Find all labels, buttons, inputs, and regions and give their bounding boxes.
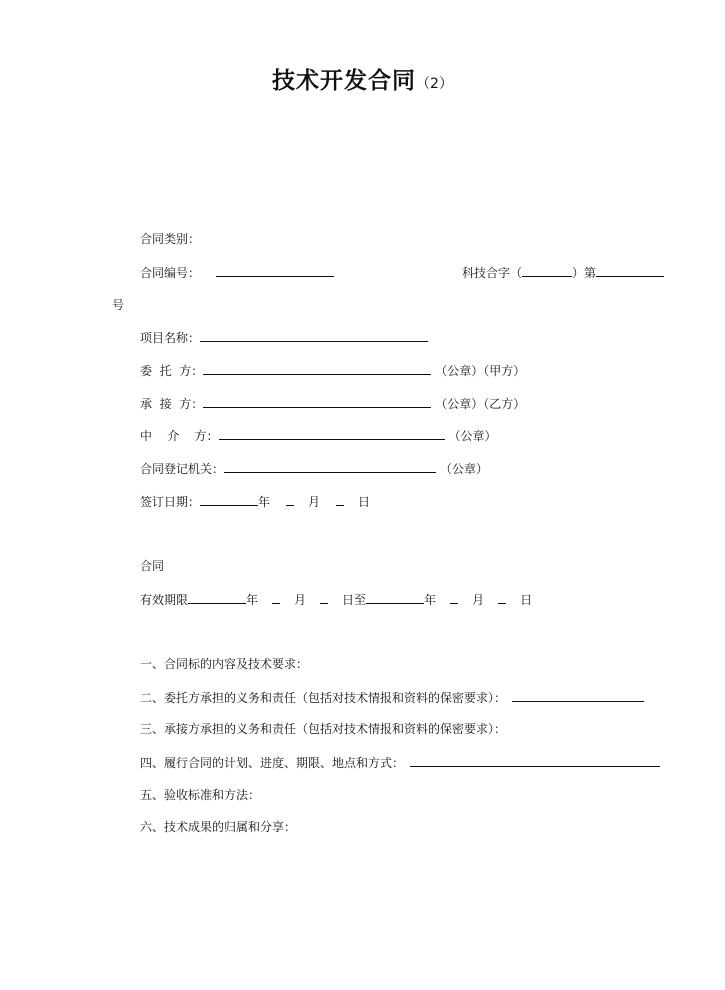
section-4-text: 四、履行合同的计划、进度、期限、地点和方式： (140, 756, 405, 770)
contract-row (140, 557, 164, 575)
document-title (0, 62, 725, 95)
tech-contract-prefix: 科技合字（ (462, 266, 523, 280)
valid-from-year-unit: 年 (246, 593, 259, 607)
validity-row (140, 590, 532, 608)
registrar-label: 合同登记机关： (140, 462, 225, 476)
tech-contract-number-row (462, 263, 664, 281)
client-label: 委 托 方： (140, 364, 204, 378)
project-name-field[interactable] (200, 328, 428, 342)
sign-day-unit: 日 (358, 495, 371, 509)
sign-year-unit: 年 (258, 495, 271, 509)
valid-to-year-field[interactable] (366, 590, 424, 604)
section-5 (140, 786, 260, 804)
tech-contract-year-field[interactable] (522, 263, 572, 277)
section-5-text: 五、验收标准和方法： (140, 788, 261, 802)
sign-date-label: 签订日期： (140, 495, 201, 509)
section-3-text: 三、承接方承担的义务和责任（包括对技术情报和资料的保密要求）： (140, 722, 507, 736)
valid-to-year-unit: 年 (424, 593, 437, 607)
sign-day-field[interactable] (336, 492, 344, 506)
valid-to-day-field[interactable] (498, 590, 506, 604)
section-3 (140, 720, 506, 738)
contract-number-row (140, 263, 334, 281)
section-2 (140, 688, 644, 706)
valid-to-label: 日至 (342, 593, 367, 607)
registrar-row (140, 459, 488, 477)
contract-label: 合同 (140, 559, 165, 573)
section-2-text: 二、委托方承担的义务和责任（包括对技术情报和资料的保密要求）： (140, 691, 507, 705)
intermediary-field[interactable] (219, 426, 445, 440)
valid-to-month-field[interactable] (450, 590, 458, 604)
section-1-text: 一、合同标的内容及技术要求： (140, 657, 309, 671)
valid-from-month-field[interactable] (272, 590, 280, 604)
intermediary-row (140, 426, 497, 444)
sign-month-field[interactable] (286, 492, 294, 506)
section-1 (140, 655, 308, 673)
contractor-seal: （公章） (435, 397, 484, 411)
valid-to-month-unit: 月 (472, 593, 485, 607)
valid-from-month-unit: 月 (294, 593, 307, 607)
section-6 (140, 818, 296, 836)
validity-label: 有效期限 (140, 593, 189, 607)
contractor-label: 承 接 方： (140, 397, 204, 411)
sign-month-unit: 月 (308, 495, 321, 509)
valid-from-day-field[interactable] (320, 590, 328, 604)
title-suffix: （2） (416, 76, 453, 92)
contractor-field[interactable] (203, 394, 431, 408)
contractor-row (140, 394, 525, 412)
section-2-field[interactable] (512, 688, 644, 702)
registrar-field[interactable] (224, 459, 436, 473)
tech-contract-mid: ）第 (572, 266, 597, 280)
valid-to-day-unit: 日 (520, 593, 533, 607)
sign-year-field[interactable] (200, 492, 258, 506)
valid-from-year-field[interactable] (188, 590, 246, 604)
tech-contract-tail: 号 (112, 298, 125, 312)
tech-contract-tail-row (112, 296, 124, 314)
contract-number-field[interactable] (216, 263, 334, 277)
party-b: （乙方） (483, 397, 526, 411)
sign-date-row (140, 492, 370, 510)
title-text: 技术开发合同 (272, 68, 417, 94)
client-row (140, 361, 525, 379)
party-a: （甲方） (483, 364, 526, 378)
intermediary-label: 中 介 方： (140, 429, 219, 443)
client-seal: （公章） (435, 364, 484, 378)
contract-number-label: 合同编号： (140, 266, 201, 280)
registrar-seal: （公章） (440, 462, 489, 476)
contract-type-row (140, 230, 200, 248)
contract-type-label: 合同类别： (140, 232, 201, 246)
project-name-label: 项目名称： (140, 331, 201, 345)
project-name-row (140, 328, 428, 346)
tech-contract-no-field[interactable] (596, 263, 664, 277)
section-4-field[interactable] (410, 753, 660, 767)
intermediary-seal: （公章） (448, 429, 497, 443)
client-field[interactable] (203, 361, 431, 375)
section-6-text: 六、技术成果的归属和分享： (140, 820, 297, 834)
section-4 (140, 753, 660, 771)
